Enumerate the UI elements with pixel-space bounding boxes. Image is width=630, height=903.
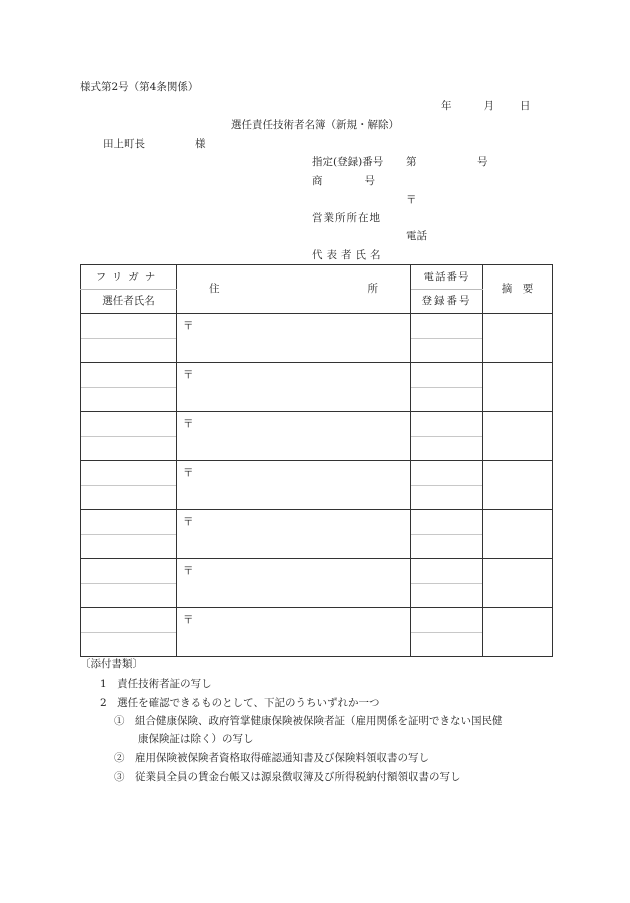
header-address-right: 所	[367, 282, 378, 295]
furigana-subcell[interactable]	[81, 462, 176, 486]
table-row	[81, 363, 553, 412]
phone-subcell[interactable]	[411, 315, 482, 339]
phone-subcell[interactable]	[411, 511, 482, 535]
table-row	[81, 559, 553, 608]
table-row	[81, 314, 553, 363]
phone-registration-cell[interactable]	[411, 559, 483, 608]
phone-subcell[interactable]	[411, 462, 482, 486]
date-day: 日	[520, 100, 531, 112]
name-cell[interactable]	[81, 461, 177, 510]
postal-mark: 〒	[183, 516, 194, 528]
addressee-honorific: 様	[195, 138, 206, 150]
name-cell[interactable]	[81, 608, 177, 657]
registration-table	[80, 264, 553, 657]
registration-subcell[interactable]	[411, 437, 482, 460]
header-address-left: 住	[209, 282, 220, 295]
remarks-cell[interactable]	[483, 559, 553, 608]
remarks-cell[interactable]	[483, 314, 553, 363]
name-subcell[interactable]	[81, 388, 176, 411]
name-subcell[interactable]	[81, 486, 176, 509]
phone-subcell[interactable]	[411, 609, 482, 633]
registration-subcell[interactable]	[411, 486, 482, 509]
address-cell[interactable]	[177, 510, 411, 559]
postal-mark: 〒	[183, 320, 194, 332]
table-row	[81, 412, 553, 461]
table-row	[81, 510, 553, 559]
registration-subcell[interactable]	[411, 388, 482, 411]
header-name: 選任者氏名	[81, 290, 177, 314]
name-subcell[interactable]	[81, 437, 176, 460]
attachment-subitem-3: ③ 従業員全員の賃金台帳又は源泉徴収簿及び所得税納付額領収書の写し	[114, 771, 461, 783]
phone-registration-cell[interactable]	[411, 608, 483, 657]
address-cell[interactable]	[177, 314, 411, 363]
attachments-heading: 〔添付書類〕	[80, 658, 143, 670]
postal-mark: 〒	[406, 194, 417, 206]
furigana-subcell[interactable]	[81, 560, 176, 584]
addressee-name: 田上町長	[103, 138, 145, 150]
remarks-cell[interactable]	[483, 461, 553, 510]
document-title: 選任責任技術者名簿（新規・解除）	[231, 119, 399, 131]
attachment-subitem-1: ① 組合健康保険、政府管掌健康保険被保険者証（雇用関係を証明できない国民健	[114, 715, 503, 727]
header-furigana: フリガナ	[81, 265, 177, 290]
phone-subcell[interactable]	[411, 364, 482, 388]
name-subcell[interactable]	[81, 633, 176, 656]
phone-label: 電話	[406, 230, 427, 242]
postal-mark: 〒	[183, 614, 194, 626]
table-row	[81, 461, 553, 510]
phone-registration-cell[interactable]	[411, 314, 483, 363]
address-cell[interactable]	[177, 412, 411, 461]
address-cell[interactable]	[177, 363, 411, 412]
phone-registration-cell[interactable]	[411, 412, 483, 461]
name-subcell[interactable]	[81, 535, 176, 558]
representative-name-label: 代表者氏名	[312, 249, 385, 261]
registration-subcell[interactable]	[411, 584, 482, 607]
phone-subcell[interactable]	[411, 560, 482, 584]
furigana-subcell[interactable]	[81, 609, 176, 633]
attachment-item-2: 2 選任を確認できるものとして、下記のうちいずれか一つ	[100, 697, 380, 709]
registration-subcell[interactable]	[411, 339, 482, 362]
furigana-subcell[interactable]	[81, 511, 176, 535]
furigana-subcell[interactable]	[81, 413, 176, 437]
address-cell[interactable]	[177, 559, 411, 608]
registration-subcell[interactable]	[411, 633, 482, 656]
header-phone: 電話番号	[411, 265, 483, 290]
phone-subcell[interactable]	[411, 413, 482, 437]
header-registration: 登録番号	[411, 290, 483, 314]
remarks-cell[interactable]	[483, 412, 553, 461]
date-month: 月	[483, 100, 494, 112]
name-cell[interactable]	[81, 559, 177, 608]
phone-registration-cell[interactable]	[411, 363, 483, 412]
attachment-subitem-2: ② 雇用保険被保険者資格取得確認通知書及び保険料領収書の写し	[114, 752, 429, 764]
name-subcell[interactable]	[81, 584, 176, 607]
registration-subcell[interactable]	[411, 535, 482, 558]
form-number-label: 様式第2号（第4条関係）	[80, 81, 199, 93]
phone-registration-cell[interactable]	[411, 510, 483, 559]
name-subcell[interactable]	[81, 339, 176, 362]
name-cell[interactable]	[81, 363, 177, 412]
remarks-cell[interactable]	[483, 363, 553, 412]
designation-suffix: 号	[477, 156, 488, 168]
office-address-label: 営業所所在地	[312, 212, 381, 224]
remarks-cell[interactable]	[483, 608, 553, 657]
postal-mark: 〒	[183, 418, 194, 430]
postal-mark: 〒	[183, 467, 194, 479]
header-address	[177, 265, 411, 314]
designation-number-label: 指定(登録)番号	[312, 156, 384, 168]
date-year: 年	[441, 100, 452, 112]
addressee	[103, 138, 206, 150]
phone-registration-cell[interactable]	[411, 461, 483, 510]
name-cell[interactable]	[81, 412, 177, 461]
header-remarks: 摘 要	[483, 265, 553, 314]
name-cell[interactable]	[81, 314, 177, 363]
postal-mark: 〒	[183, 565, 194, 577]
attachment-subitem-1-cont: 康保険証は除く）の写し	[138, 733, 254, 745]
furigana-subcell[interactable]	[81, 364, 176, 388]
attachment-item-1: 1 責任技術者証の写し	[100, 678, 212, 690]
name-cell[interactable]	[81, 510, 177, 559]
postal-mark: 〒	[183, 369, 194, 381]
address-cell[interactable]	[177, 608, 411, 657]
designation-prefix: 第	[406, 156, 417, 168]
address-cell[interactable]	[177, 461, 411, 510]
remarks-cell[interactable]	[483, 510, 553, 559]
date-line	[441, 101, 531, 112]
trade-name-label: 商 号	[312, 175, 375, 187]
table-row	[81, 608, 553, 657]
furigana-subcell[interactable]	[81, 315, 176, 339]
